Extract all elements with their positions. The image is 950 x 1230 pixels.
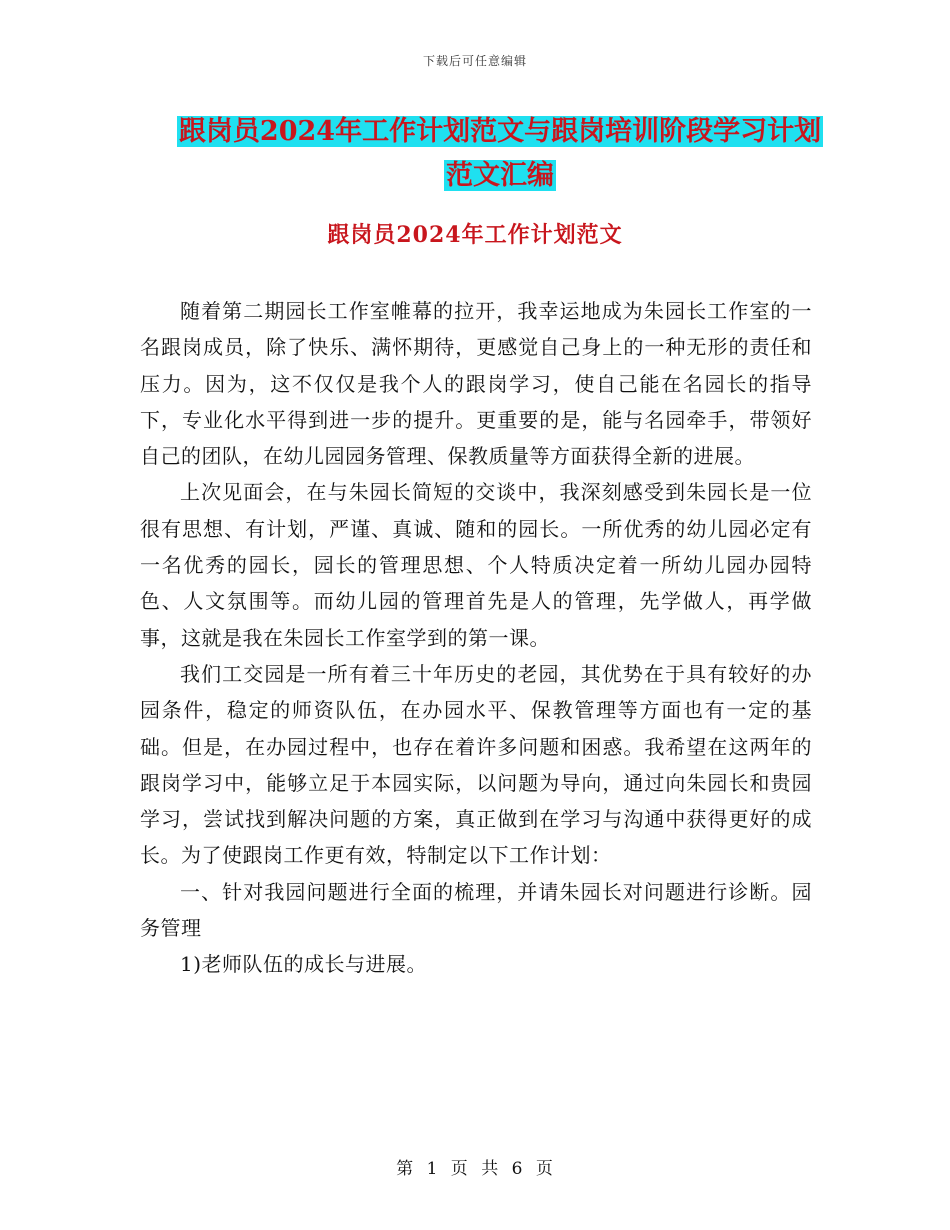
paragraph: 随着第二期园长工作室帷幕的拉开，我幸运地成为朱园长工作室的一名跟岗成员，除了快乐、满怀期待，更感觉自己身上的一种无形的责任和压力。因为，这不仅仅是我个人的跟岗学习，使自己能在名园长的指导下，专业化水平得到进一步的提升。更重要的是，能与名园牵手，带领好自己的团队，在幼儿园园务管理、保教质量等方面获得全新的进展。 [140,299,812,469]
document-title-line-1: 跟岗员2024年工作计划范文与跟岗培训阶段学习计划 [178,116,822,147]
header-note: 下载后可任意编辑 [422,54,527,68]
document-title [150,110,850,198]
paragraph: 我们工交园是一所有着三十年历史的老园，其优势在于具有较好的办园条件，稳定的师资队伍，在办园水平、保教管理等方面也有一定的基础。但是，在办园过程中，也存在着许多问题和困惑。我希望在这两年的跟岗学习中，能够立足于本园实际，以问题为导向，通过向朱园长和贵园学习，尝试找到解决问题的方案，真正做到在学习与沟通中获得更好的成长。为了使跟岗工作更有效，特制定以下工作计划： [140,661,812,868]
document-body [140,293,812,983]
section-title: 跟岗员2024年工作计划范文 [327,222,623,248]
paragraph: 一、针对我园问题进行全面的梳理，并请朱园长对问题进行诊断。园务管理 [140,879,812,941]
paragraph: 上次见面会，在与朱园长简短的交谈中，我深刻感受到朱园长是一位很有思想、有计划，严谨、真诚、随和的园长。一所优秀的幼儿园必定有一名优秀的园长，园长的管理思想、个人特质决定着一所幼儿园办园特色、人文氛围等。而幼儿园的管理首先是人的管理，先学做人，再学做事，这就是我在朱园长工作室学到的第一课。 [140,480,812,650]
paragraph: 1)老师队伍的成长与进展。 [180,952,428,977]
document-title-line-2: 范文汇编 [446,160,554,191]
page-number-footer: 第 1 页 共 6 页 [396,1159,554,1179]
